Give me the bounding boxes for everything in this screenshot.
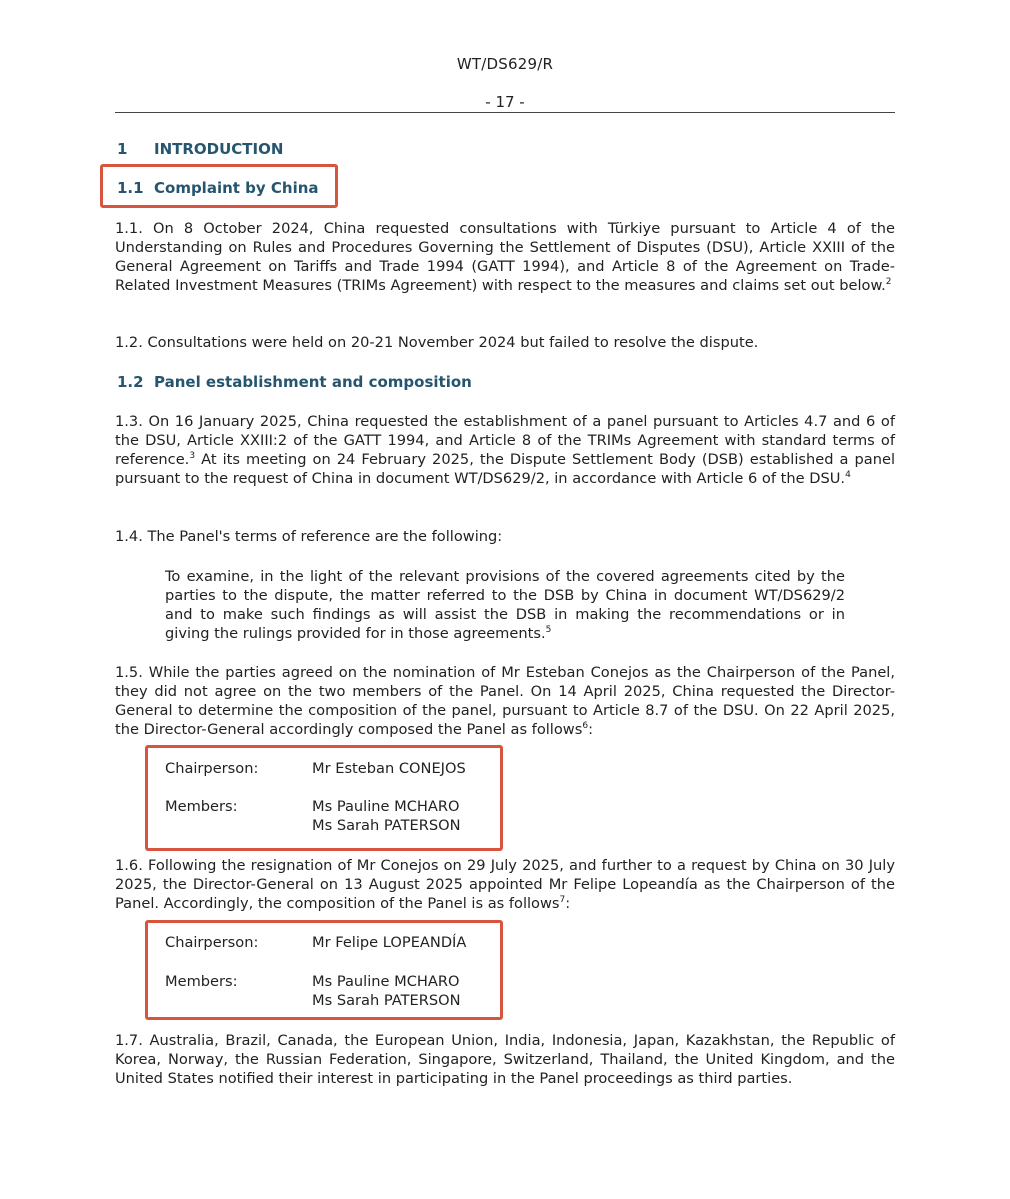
chair-label: Chairperson: bbox=[165, 760, 259, 777]
paragraph-1-2 bbox=[115, 333, 895, 352]
paragraph-text: 1.2. Consultations were held on 20-21 November 2024 but failed to resolve the dispute. bbox=[115, 334, 759, 351]
section-title: INTRODUCTION bbox=[154, 140, 284, 158]
paragraph-text: 1.3. On 16 January 2025, China requested the establishment of a panel pursuant to Articles 4.7 and 6 of the DSU, Article XXIII:2 of the GATT 1994, and Article 8 of the TRIMs Agreement with standard terms of reference. bbox=[115, 413, 895, 468]
paragraph-end: : bbox=[565, 895, 571, 912]
member-name: Ms Pauline MCHARO bbox=[312, 973, 460, 990]
document-code: WT/DS629/R bbox=[456, 55, 554, 73]
paragraph-text: 1.6. Following the resignation of Mr Conejos on 29 July 2025, and further to a request by China on 30 July 2025, the Director-General on 13 August 2025 appointed Mr Felipe Lopeandía as the Chairperson of the Panel. Accordingly, the composition of the Panel is as follows bbox=[115, 857, 895, 912]
footnote-ref[interactable]: 3 bbox=[189, 451, 196, 461]
member-name: Ms Pauline MCHARO bbox=[312, 798, 460, 815]
paragraph-end: : bbox=[588, 721, 593, 738]
paragraph-1-6 bbox=[115, 856, 895, 913]
section-title: Panel establishment and composition bbox=[154, 373, 472, 391]
footnote-ref[interactable]: 6 bbox=[582, 721, 589, 731]
paragraph-1-5 bbox=[115, 663, 895, 739]
section-number: 1 bbox=[117, 140, 128, 158]
paragraph-text: 1.1. On 8 October 2024, China requested consultations with Türkiye pursuant to Article 4 of the Understanding on Rules and Procedures Governing the Settlement of Disputes (DSU), Article XXIII of the General Agreement on Tariffs and Trade 1994 (GATT 1994), and Article 8 of the Agreement on Trade-Related Investment Measures (TRIMs Agreement) with respect to the measures and claims set out below. bbox=[115, 220, 895, 294]
member-name: Ms Sarah PATERSON bbox=[312, 992, 461, 1009]
quote-text: To examine, in the light of the relevant provisions of the covered agreements cited by the parties to the dispute, the matter referred to the DSB by China in document WT/DS629/2 and to make such findings as will assist the DSB in making the recommendations or in giving the rulings provided for in those agreements. bbox=[165, 568, 845, 642]
footnote-ref[interactable]: 4 bbox=[845, 470, 851, 480]
chair-label: Chairperson: bbox=[165, 934, 259, 951]
footnote-ref[interactable]: 5 bbox=[545, 625, 552, 635]
section-number: 1.1 bbox=[117, 179, 144, 197]
page-number: - 17 - bbox=[485, 93, 525, 111]
member-name: Ms Sarah PATERSON bbox=[312, 817, 461, 834]
paragraph-text: At its meeting on 24 February 2025, the Dispute Settlement Body (DSB) established a panel pursuant to the request of China in document WT/DS629/2, in accordance with Article 6 of the DSU. bbox=[115, 451, 895, 487]
paragraph-text: 1.7. Australia, Brazil, Canada, the European Union, India, Indonesia, Japan, Kazakhstan, the Republic of Korea, Norway, the Russian Federation, Singapore, Switzerland, Thailand, the United Kingdom, and the United States notified their interest in participating in the Panel proceedings as third parties. bbox=[115, 1032, 895, 1087]
footnote-ref[interactable]: 2 bbox=[885, 277, 892, 287]
members-label: Members: bbox=[165, 973, 238, 990]
paragraph-1-4 bbox=[115, 527, 895, 546]
section-number: 1.2 bbox=[117, 373, 144, 391]
section-heading-introduction bbox=[117, 140, 283, 158]
paragraph-1-7 bbox=[115, 1031, 895, 1088]
paragraph-1-3 bbox=[115, 412, 895, 488]
footnote-ref[interactable]: 7 bbox=[559, 895, 566, 905]
chair-name: Mr Esteban CONEJOS bbox=[312, 760, 466, 777]
terms-of-reference-quote bbox=[165, 567, 845, 643]
paragraph-text: 1.4. The Panel's terms of reference are the following: bbox=[115, 528, 503, 545]
members-label: Members: bbox=[165, 798, 238, 815]
chair-name: Mr Felipe LOPEANDÍA bbox=[312, 934, 467, 951]
paragraph-text: 1.5. While the parties agreed on the nomination of Mr Esteban Conejos as the Chairperson of the Panel, they did not agree on the two members of the Panel. On 14 April 2025, China requested the Director-General to determine the composition of the panel, pursuant to Article 8.7 of the DSU. On 22 April 2025, the Director-General accordingly composed the Panel as follows bbox=[115, 664, 895, 738]
section-heading-complaint bbox=[117, 179, 319, 197]
section-title: Complaint by China bbox=[154, 179, 319, 197]
header-rule bbox=[115, 112, 895, 113]
paragraph-1-1 bbox=[115, 219, 895, 295]
section-heading-panel-establishment bbox=[117, 373, 472, 391]
